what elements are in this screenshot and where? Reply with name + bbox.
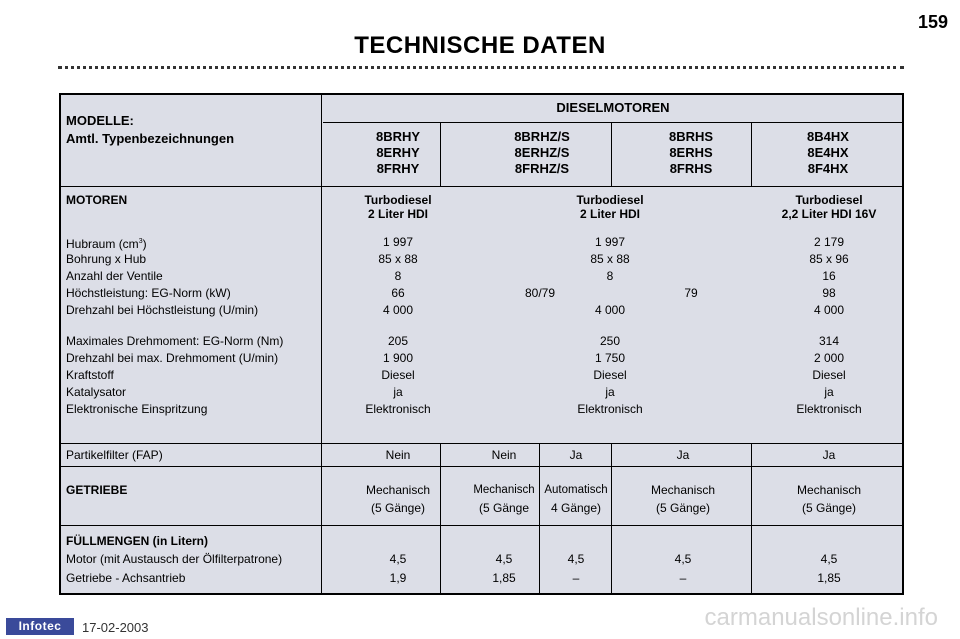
- getriebe-col3-line2: 4 Gänge): [550, 501, 602, 515]
- getriebe-col4-line1: Mechanisch: [650, 483, 716, 497]
- drehzahl-drehmoment-col3: 2 000: [813, 351, 845, 365]
- leistung-col1: 66: [391, 286, 405, 300]
- code-col2-line3: 8FRHZ/S: [514, 161, 570, 176]
- watermark: carmanualsonline.info: [704, 604, 938, 631]
- models-label: MODELLE:: [66, 113, 134, 128]
- kraftstoff-col1: Diesel: [381, 368, 415, 382]
- katalysator-col1: ja: [393, 385, 403, 399]
- getriebeoel-col4: –: [679, 571, 687, 585]
- leistung-col4: 98: [822, 286, 836, 300]
- rule-above-fuellmengen: [61, 525, 904, 526]
- row-label-drehzahl-leistung: Drehzahl bei Höchstleistung (U/min): [66, 303, 259, 317]
- katalysator-col3: ja: [824, 385, 834, 399]
- code-col1-line2: 8ERHY: [376, 145, 420, 160]
- getriebeoel-col1: 1,9: [389, 571, 407, 585]
- rule-col-split-a: [440, 122, 441, 186]
- motoroel-col4: 4,5: [674, 552, 692, 566]
- drehmoment-col2: 250: [599, 334, 621, 348]
- getriebe-col4-line2: (5 Gänge): [655, 501, 711, 515]
- code-col3-line3: 8FRHS: [669, 161, 713, 176]
- rule-col-split-c: [751, 122, 752, 186]
- getriebe-heading: GETRIEBE: [66, 483, 128, 497]
- row-label-drehzahl-drehmoment: Drehzahl bei max. Drehmoment (U/min): [66, 351, 279, 365]
- code-col4-line2: 8E4HX: [807, 145, 849, 160]
- hubraum-col3: 2 179: [813, 235, 845, 249]
- leistung-col3: 79: [684, 286, 698, 300]
- row-label-getriebeoel: Getriebe - Achsantrieb: [66, 571, 186, 585]
- motoroel-col2: 4,5: [495, 552, 513, 566]
- getriebe-col5-line1: Mechanisch: [796, 483, 862, 497]
- rule-col-split-c-lower: [751, 443, 752, 593]
- code-col2-line2: 8ERHZ/S: [514, 145, 570, 160]
- rule-under-header: [61, 186, 904, 187]
- code-col3-line1: 8BRHS: [668, 129, 714, 144]
- fap-col2: Nein: [491, 448, 517, 462]
- getriebeoel-col5: 1,85: [817, 571, 841, 585]
- getriebe-col2-line2: (5 Gänge: [478, 501, 530, 515]
- katalysator-col2: ja: [605, 385, 615, 399]
- row-label-motoroel: Motor (mit Austausch der Ölfilterpatrone): [66, 552, 283, 566]
- row-label-ventile: Anzahl der Ventile: [66, 269, 163, 283]
- getriebe-col5-line2: (5 Gänge): [801, 501, 857, 515]
- engine-group-heading: DIESELMOTOREN: [556, 100, 670, 115]
- row-label-kraftstoff: Kraftstoff: [66, 368, 114, 382]
- row-label-bohrung: Bohrung x Hub: [66, 252, 147, 266]
- page-number: 159: [917, 12, 948, 32]
- fuellmengen-heading: FÜLLMENGEN (in Litern): [66, 534, 208, 548]
- engine-type-col2-line2: 2 Liter HDI: [579, 207, 641, 221]
- code-col2-line1: 8BRHZ/S: [514, 129, 570, 144]
- code-col4-line1: 8B4HX: [807, 129, 849, 144]
- bohrung-col2: 85 x 88: [590, 252, 630, 266]
- rule-above-fap: [61, 443, 904, 444]
- code-col1-line1: 8BRHY: [375, 129, 421, 144]
- row-label-katalysator: Katalysator: [66, 385, 127, 399]
- technical-data-table: [59, 93, 904, 595]
- infotec-logo: Infotec: [6, 618, 74, 635]
- kraftstoff-col2: Diesel: [593, 368, 627, 382]
- getriebe-col1-line2: (5 Gänge): [370, 501, 426, 515]
- rule-above-getriebe: [61, 466, 904, 467]
- hubraum-col1: 1 997: [382, 235, 414, 249]
- rule-col-split-a-lower: [440, 443, 441, 593]
- title-dotted-rule: [58, 66, 904, 69]
- types-label: Amtl. Typenbezeichnungen: [66, 131, 235, 146]
- code-col1-line3: 8FRHY: [376, 161, 420, 176]
- fap-col4: Ja: [676, 448, 690, 462]
- motoroel-col1: 4,5: [389, 552, 407, 566]
- footer-date: 17-02-2003: [82, 620, 149, 635]
- engine-type-col3-line1: Turbodiesel: [795, 193, 863, 207]
- engine-type-col3-line2: 2,2 Liter HDI 16V: [781, 207, 877, 221]
- rule-col-split-mid: [539, 443, 540, 593]
- superscript-3: 3: [138, 238, 143, 245]
- ventile-col1: 8: [394, 269, 402, 283]
- einspritzung-col3: Elektronisch: [796, 402, 862, 416]
- getriebe-col1-line1: Mechanisch: [365, 483, 431, 497]
- ventile-col3: 16: [822, 269, 836, 283]
- fap-col1: Nein: [385, 448, 411, 462]
- motoren-heading: MOTOREN: [66, 193, 128, 207]
- einspritzung-col2: Elektronisch: [577, 402, 643, 416]
- engine-type-col1-line1: Turbodiesel: [364, 193, 432, 207]
- drehzahl-leistung-col3: 4 000: [813, 303, 845, 317]
- drehmoment-col3: 314: [818, 334, 840, 348]
- row-label-einspritzung: Elektronische Einspritzung: [66, 402, 208, 416]
- drehzahl-leistung-col1: 4 000: [382, 303, 414, 317]
- row-label-hoechstleistung: Höchstleistung: EG-Norm (kW): [66, 286, 231, 300]
- getriebeoel-col2: 1,85: [492, 571, 516, 585]
- motoroel-col5: 4,5: [820, 552, 838, 566]
- drehzahl-drehmoment-col1: 1 900: [382, 351, 414, 365]
- getriebe-col3-line1: Automatisch: [544, 484, 608, 496]
- ventile-col2: 8: [606, 269, 614, 283]
- engine-type-col1-line2: 2 Liter HDI: [367, 207, 429, 221]
- bohrung-col1: 85 x 88: [378, 252, 418, 266]
- rule-label-column: [321, 95, 322, 593]
- getriebe-col2-line1: Mechanisch: [473, 484, 535, 496]
- drehmoment-col1: 205: [387, 334, 409, 348]
- getriebeoel-col3: –: [572, 571, 580, 585]
- fap-col3: Ja: [569, 448, 583, 462]
- drehzahl-leistung-col2: 4 000: [594, 303, 626, 317]
- code-col4-line3: 8F4HX: [807, 161, 849, 176]
- einspritzung-col1: Elektronisch: [365, 402, 431, 416]
- leistung-col2: 80/79: [524, 286, 556, 300]
- row-label-drehmoment: Maximales Drehmoment: EG-Norm (Nm): [66, 334, 284, 348]
- rule-under-group: [323, 122, 904, 123]
- kraftstoff-col3: Diesel: [812, 368, 846, 382]
- hubraum-col2: 1 997: [594, 235, 626, 249]
- page-title: TECHNISCHE DATEN: [354, 32, 606, 59]
- engine-type-col2-line1: Turbodiesel: [576, 193, 644, 207]
- bohrung-col3: 85 x 96: [809, 252, 849, 266]
- rule-col-split-b-lower: [611, 443, 612, 593]
- drehzahl-drehmoment-col2: 1 750: [594, 351, 626, 365]
- motoroel-col3: 4,5: [567, 552, 585, 566]
- row-label-fap: Partikelfilter (FAP): [66, 448, 163, 462]
- row-label-hubraum: Hubraum $(cm^3)$: [66, 237, 147, 251]
- rule-col-split-b: [611, 122, 612, 186]
- code-col3-line2: 8ERHS: [669, 145, 713, 160]
- fap-col5: Ja: [822, 448, 836, 462]
